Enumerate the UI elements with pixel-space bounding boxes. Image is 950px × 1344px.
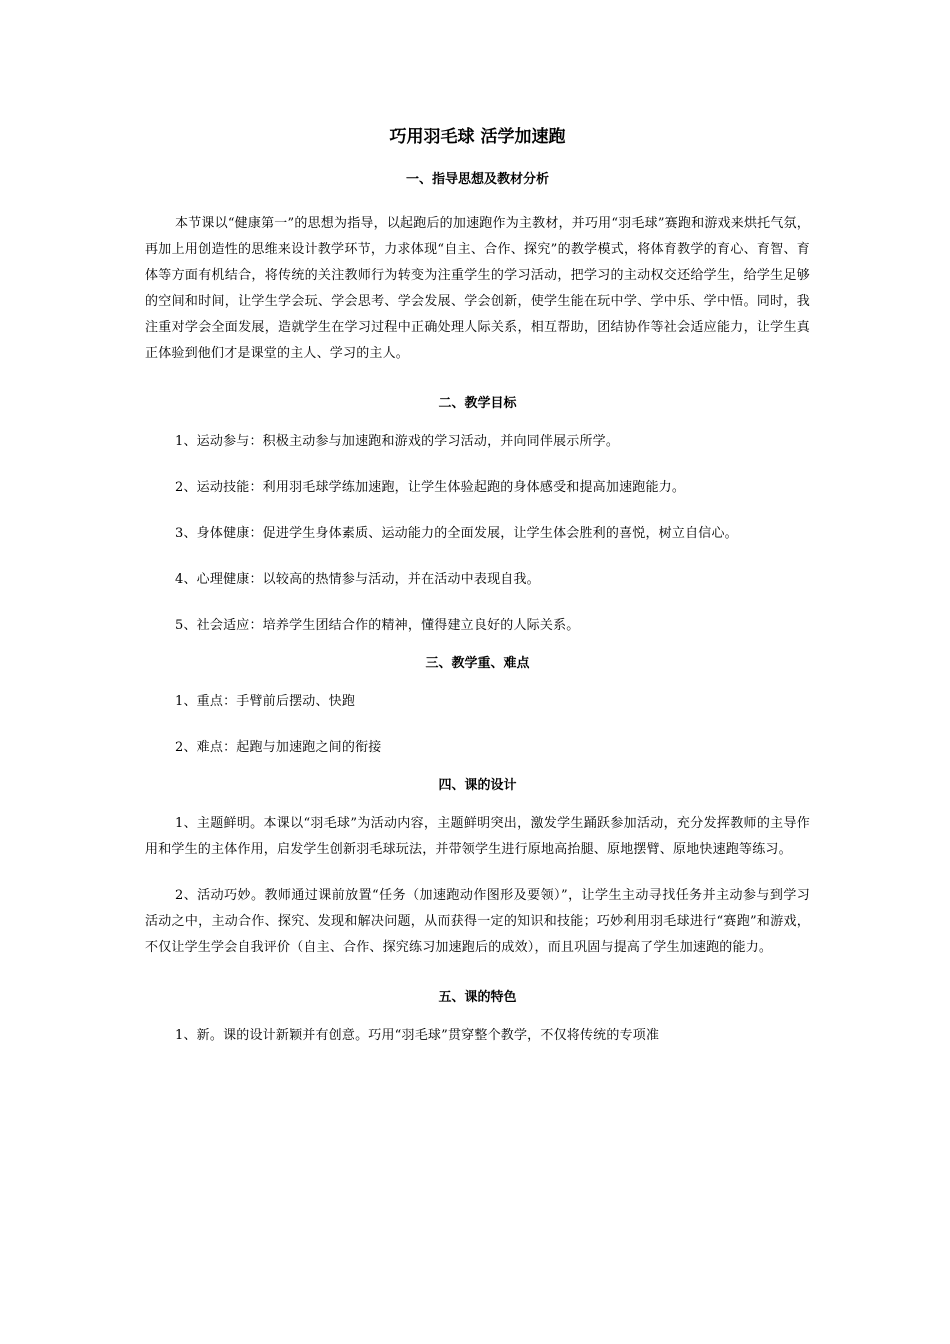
section-heading-3: 三、教学重、难点 — [425, 656, 530, 671]
design-item-1: 1、主题鲜明。本课以“羽毛球”为活动内容，主题鲜明突出，激发学生踊跃参加活动，充分发挥教师的主导作用和学生的主体作用，启发学生创新羽毛球玩法，并带领学生进行原地高抬腿、原地摆臂、原地快速跑等练习。 — [145, 816, 810, 857]
feature-item-1: 1、新。课的设计新颖并有创意。巧用“羽毛球”贯穿整个教学，不仅将传统的专项准 — [175, 1028, 660, 1043]
section-heading-4: 四、课的设计 — [438, 778, 517, 793]
key-point-item: 1、重点：手臂前后摆动、快跑 — [175, 694, 356, 709]
objective-item-2: 2、运动技能：利用羽毛球学练加速跑，让学生体验起跑的身体感受和提高加速跑能力。 — [175, 480, 686, 495]
section-1-paragraph-1: 本节课以“健康第一”的思想为指导，以起跑后的加速跑作为主教材，并巧用“羽毛球”赛跑和游戏来烘托气氛，再加上用创造性的思维来设计教学环节，力求体现“自主、合作、探究”的教学模式，将体育教学的育心、育智、育体等方面有机结合，将传统的关注教师行为转变为注重学生的学习活动，把学习的主动权交还给学生，给学生足够的空间和时间，让学生学会玩、学会思考、学会发展、学会创新，使学生能在玩中学、学中乐、学中悟。同时，我注重对学会全面发展，造就学生在学习过程中正确处理人际关系，相互帮助，团结协作等社会适应能力，让学生真正体验到他们才是课堂的主人、学习的主人。 — [145, 216, 810, 361]
document-title: 巧用羽毛球 活学加速跑 — [389, 127, 566, 147]
section-heading-5: 五、课的特色 — [438, 990, 517, 1005]
section-heading-2: 二、教学目标 — [438, 396, 517, 411]
objective-item-4: 4、心理健康：以较高的热情参与活动，并在活动中表现自我。 — [175, 572, 540, 587]
difficulty-item: 2、难点：起跑与加速跑之间的衔接 — [175, 740, 382, 755]
design-item-2: 2、活动巧妙。教师通过课前放置“任务（加速跑动作图形及要领）”，让学生主动寻找任务并主动参与到学习活动之中，主动合作、探究、发现和解决问题，从而获得一定的知识和技能；巧妙利用羽毛球进行“赛跑”和游戏，不仅让学生学会自我评价（自主、合作、探究练习加速跑后的成效），而且巩固与提高了学生加速跑的能力。 — [145, 888, 810, 955]
document-body — [145, 123, 810, 1049]
objective-item-1: 1、运动参与：积极主动参与加速跑和游戏的学习活动，并向同伴展示所学。 — [175, 434, 620, 449]
objective-item-5: 5、社会适应：培养学生团结合作的精神，懂得建立良好的人际关系。 — [175, 618, 580, 633]
section-heading-1: 一、指导思想及教材分析 — [405, 172, 549, 187]
objective-item-3: 3、身体健康：促进学生身体素质、运动能力的全面发展，让学生体会胜利的喜悦，树立自信心。 — [175, 526, 738, 541]
